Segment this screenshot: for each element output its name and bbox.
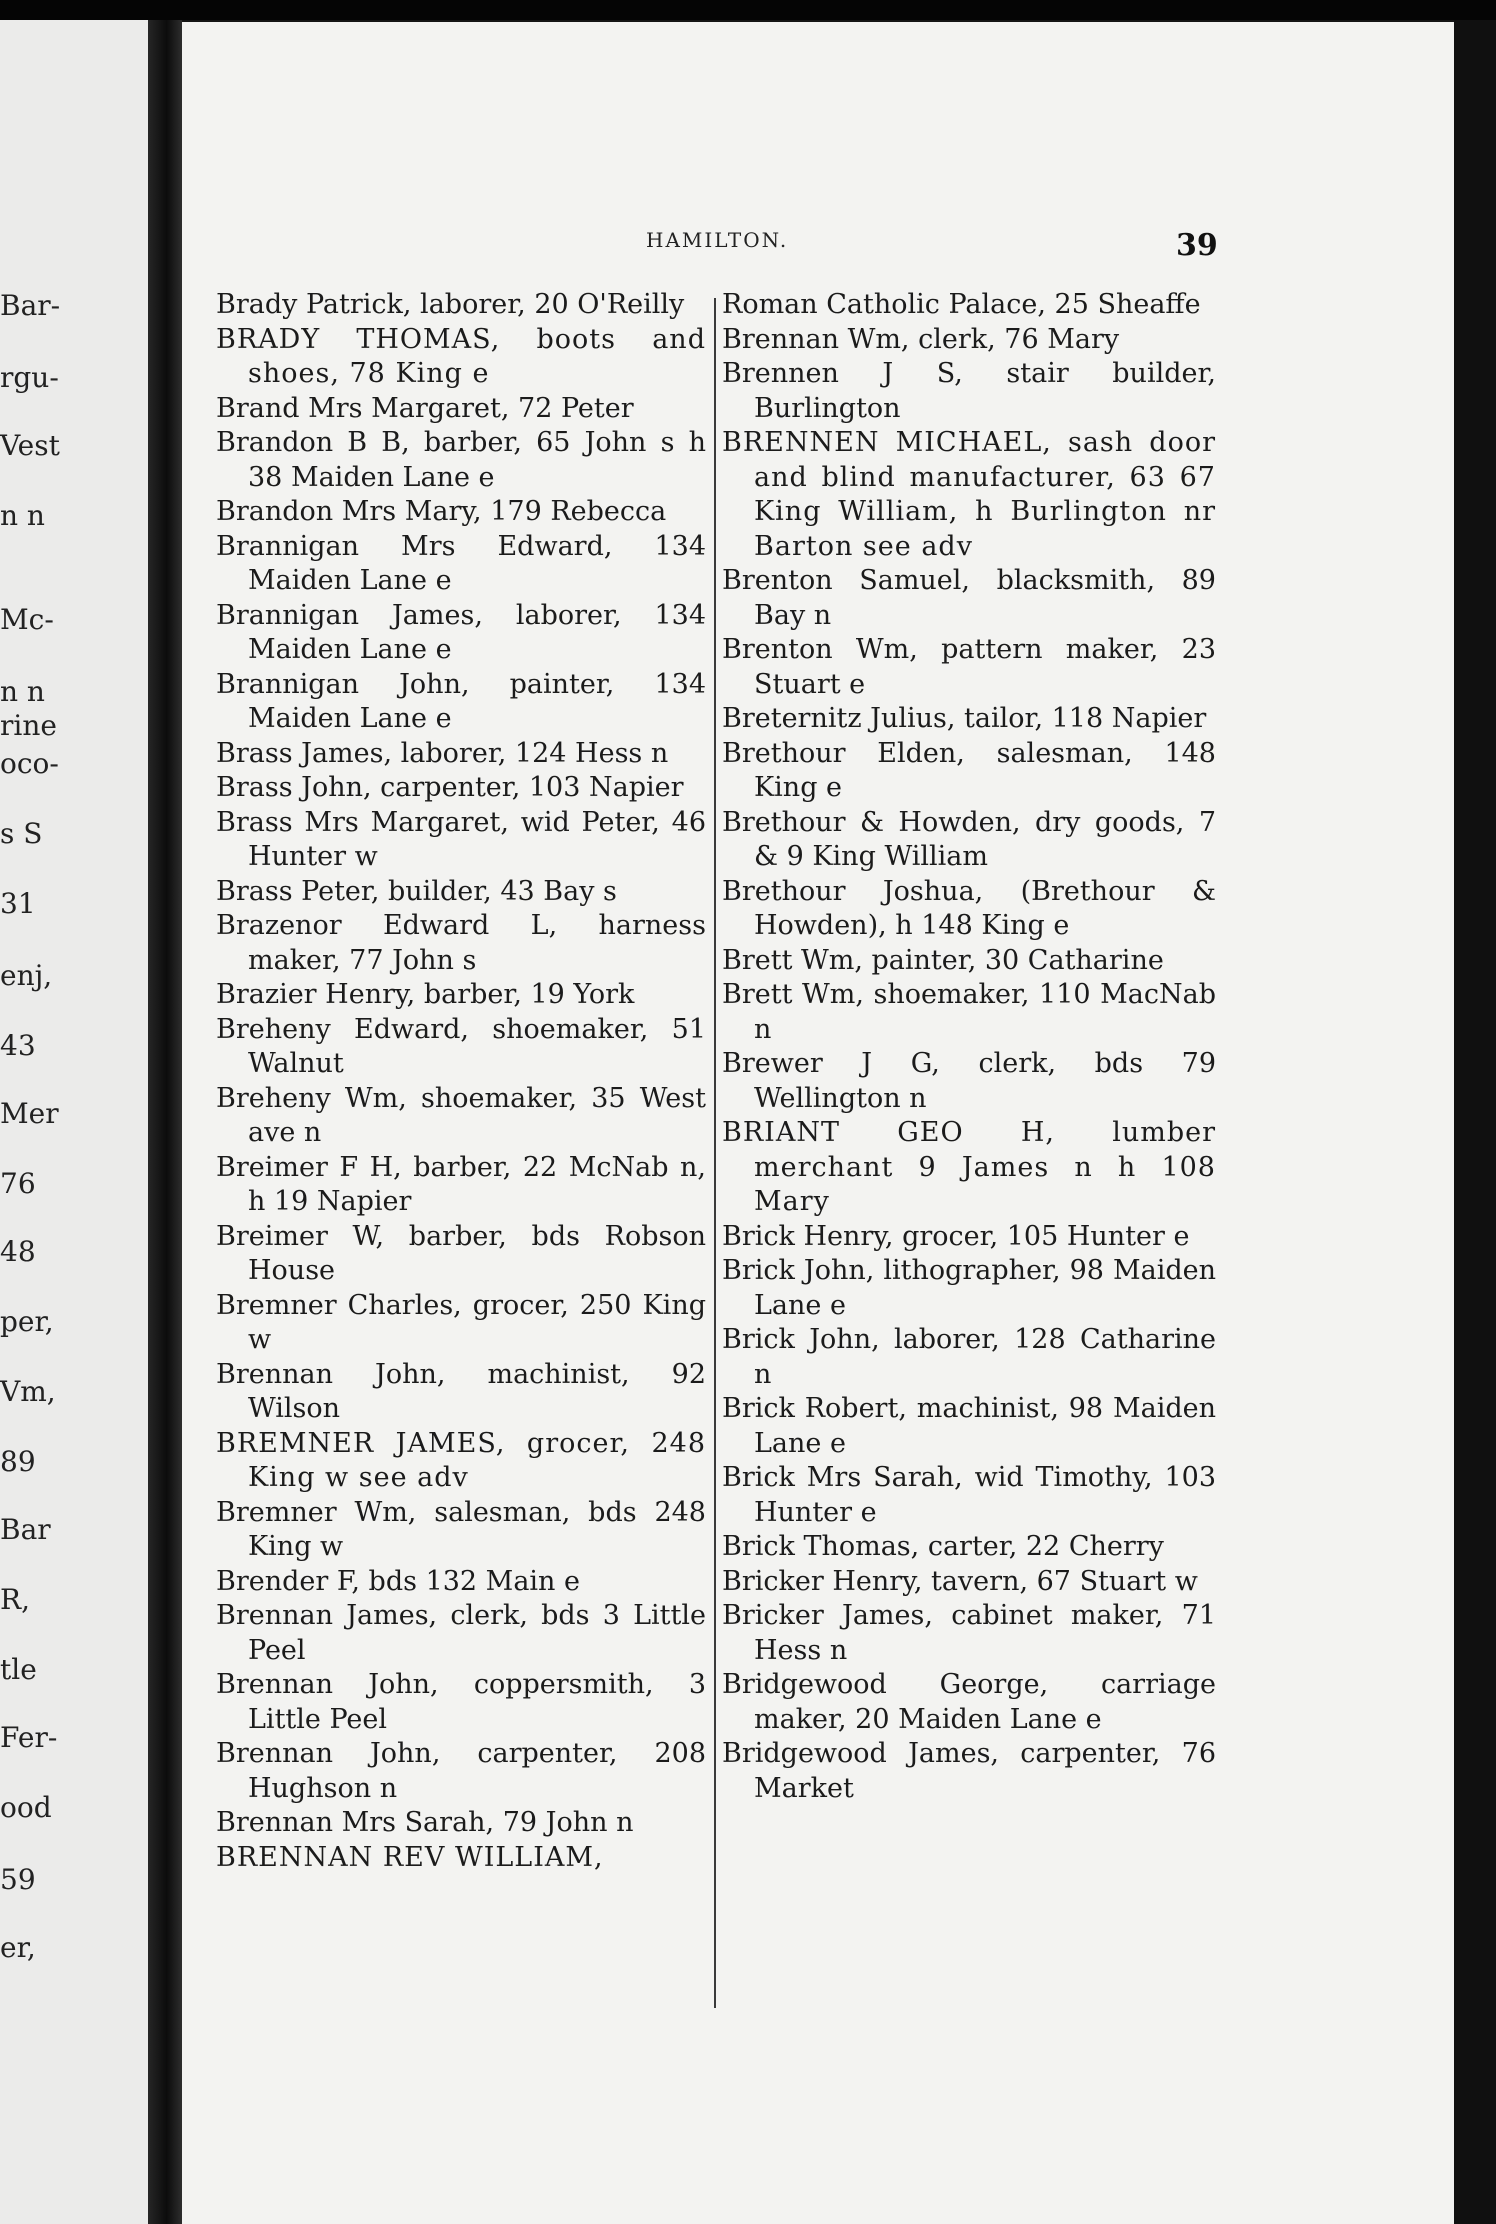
directory-entry: Brenton Samuel, blacksmith, 89 Bay n: [722, 565, 1216, 631]
directory-entry: BRENNEN MICHAEL, sash door and blind manufacturer, 63 67 King William, h Burlington nr Barton see adv: [722, 427, 1216, 562]
directory-entry: Brannigan Mrs Edward, 134 Maiden Lane e: [216, 530, 706, 596]
previous-page-fragment: 48: [0, 1235, 36, 1268]
directory-entry: Brender F, bds 132 Main e: [216, 1565, 581, 1597]
previous-page-fragment: er,: [0, 1931, 36, 1964]
running-head: HAMILTON.: [646, 228, 789, 252]
previous-page-fragment: Bar-: [0, 289, 61, 322]
directory-entry: Brass James, laborer, 124 Hess n: [216, 737, 669, 769]
previous-page-fragment: oco-: [0, 747, 59, 780]
directory-entry: Brand Mrs Margaret, 72 Peter: [216, 392, 634, 424]
directory-entry: Brick John, lithographer, 98 Maiden Lane e: [722, 1255, 1216, 1321]
directory-entry: BREMNER JAMES, grocer, 248 King w see adv: [216, 1427, 706, 1493]
directory-entry: Brass Peter, builder, 43 Bay s: [216, 875, 617, 907]
previous-page-fragment: Vest: [0, 429, 60, 462]
directory-entry: Brett Wm, painter, 30 Catharine: [722, 944, 1164, 976]
directory-entry: BRADY THOMAS, boots and shoes, 78 King e: [216, 323, 706, 389]
directory-entry: Breternitz Julius, tailor, 118 Napier: [722, 703, 1207, 734]
previous-page-fragment: R,: [0, 1583, 30, 1616]
directory-entry: Brennan John, coppersmith, 3 Little Peel: [216, 1669, 706, 1735]
previous-page-fragment: Mer: [0, 1097, 59, 1130]
directory-entry: Brazier Henry, barber, 19 York: [216, 979, 635, 1010]
previous-page-fragment: Bar: [0, 1513, 51, 1546]
directory-entry: Brett Wm, shoemaker, 110 MacNab n: [722, 979, 1216, 1045]
directory-entry: Brethour & Howden, dry goods, 7 & 9 King William: [722, 806, 1216, 872]
directory-entry: Brennan Mrs Sarah, 79 John n: [216, 1807, 634, 1838]
directory-entry: Breimer F H, barber, 22 McNab n, h 19 Napier: [216, 1151, 706, 1217]
directory-entry: Breimer W, barber, bds Robson House: [216, 1220, 706, 1286]
previous-page-fragment: rgu-: [0, 361, 59, 394]
previous-page-fragment: Vm,: [0, 1375, 56, 1408]
directory-entry: Brandon Mrs Mary, 179 Rebecca: [216, 496, 667, 527]
scan-border-top: [0, 0, 1496, 20]
directory-entry: Brennan Wm, clerk, 76 Mary: [722, 323, 1120, 355]
directory-entry: Breheny Edward, shoemaker, 51 Walnut: [216, 1013, 706, 1079]
directory-entry: BRIANT GEO H, lumber merchant 9 James n h 108 Mary: [722, 1117, 1216, 1217]
directory-entry: Brass Mrs Margaret, wid Peter, 46 Hunter w: [216, 806, 706, 872]
previous-page-edge: [0, 20, 148, 2224]
previous-page-fragment: n n: [0, 675, 45, 708]
previous-page-fragment: 89: [0, 1445, 36, 1478]
previous-page-fragment: 76: [0, 1167, 36, 1200]
previous-page-fragment: tle: [0, 1653, 37, 1686]
directory-entry: Brenton Wm, pattern maker, 23 Stuart e: [722, 634, 1216, 700]
directory-entry: Brick Mrs Sarah, wid Timothy, 103 Hunter e: [722, 1462, 1216, 1528]
directory-entry: Bremner Wm, salesman, bds 248 King w: [216, 1496, 706, 1562]
directory-entry: Brass John, carpenter, 103 Napier: [216, 772, 684, 803]
directory-entry: Brethour Joshua, (Brethour & Howden), h 148 King e: [722, 875, 1216, 941]
scan-border-right: [1454, 20, 1496, 2224]
directory-entry: Bricker James, cabinet maker, 71 Hess n: [722, 1600, 1216, 1666]
directory-entry: Brandon B B, barber, 65 John s h 38 Maiden Lane e: [216, 427, 706, 493]
previous-page-fragment: 59: [0, 1863, 36, 1896]
directory-entry: Brick Thomas, carter, 22 Cherry: [722, 1531, 1164, 1562]
directory-entry: Brannigan John, painter, 134 Maiden Lane e: [216, 668, 706, 734]
previous-page-fragment: rine: [0, 709, 57, 742]
page-number: 39: [1176, 228, 1218, 263]
directory-entry: Breheny Wm, shoemaker, 35 West ave n: [216, 1082, 706, 1148]
directory-entry: Brennan John, machinist, 92 Wilson: [216, 1358, 706, 1424]
directory-entry: Bridgewood George, carriage maker, 20 Maiden Lane e: [722, 1669, 1216, 1735]
previous-page-fragment: Fer-: [0, 1721, 58, 1754]
previous-page-fragment: ood: [0, 1791, 52, 1824]
previous-page-fragment: Mc-: [0, 603, 54, 636]
directory-entry: Brethour Elden, salesman, 148 King e: [722, 737, 1216, 803]
directory-entry: Brewer J G, clerk, bds 79 Wellington n: [722, 1048, 1216, 1114]
right-column: [722, 288, 1216, 1806]
previous-page-fragment: per,: [0, 1305, 54, 1338]
previous-page-fragment: enj,: [0, 959, 53, 992]
directory-entry: Bridgewood James, carpenter, 76 Market: [722, 1738, 1216, 1804]
book-gutter: [148, 20, 182, 2224]
directory-entry: Brick Henry, grocer, 105 Hunter e: [722, 1220, 1190, 1252]
directory-entry: Brennen J S, stair builder, Burlington: [722, 358, 1216, 424]
directory-entry: Brick John, laborer, 128 Catharine n: [722, 1324, 1216, 1390]
directory-entry: Roman Catholic Palace, 25 Sheaffe: [722, 289, 1201, 320]
directory-entry: Brennan John, carpenter, 208 Hughson n: [216, 1738, 706, 1804]
previous-page-fragment: n n: [0, 499, 45, 532]
directory-entry: Brazenor Edward L, harness maker, 77 John s: [216, 910, 706, 976]
directory-entry: Brennan James, clerk, bds 3 Little Peel: [216, 1600, 706, 1666]
directory-entry: Brick Robert, machinist, 98 Maiden Lane e: [722, 1393, 1216, 1459]
directory-entry: Brannigan James, laborer, 134 Maiden Lane e: [216, 599, 706, 665]
previous-page-fragment: 31: [0, 887, 36, 920]
column-divider: [714, 298, 716, 2008]
directory-entry: Brady Patrick, laborer, 20 O'Reilly: [216, 289, 685, 320]
directory-entry: Bricker Henry, tavern, 67 Stuart w: [722, 1565, 1198, 1597]
previous-page-fragment: s S: [0, 817, 43, 850]
directory-entry: Bremner Charles, grocer, 250 King w: [216, 1289, 706, 1355]
directory-entry: BRENNAN REV WILLIAM,: [216, 1841, 604, 1873]
previous-page-fragment: 43: [0, 1029, 36, 1062]
left-column: [216, 288, 706, 1875]
